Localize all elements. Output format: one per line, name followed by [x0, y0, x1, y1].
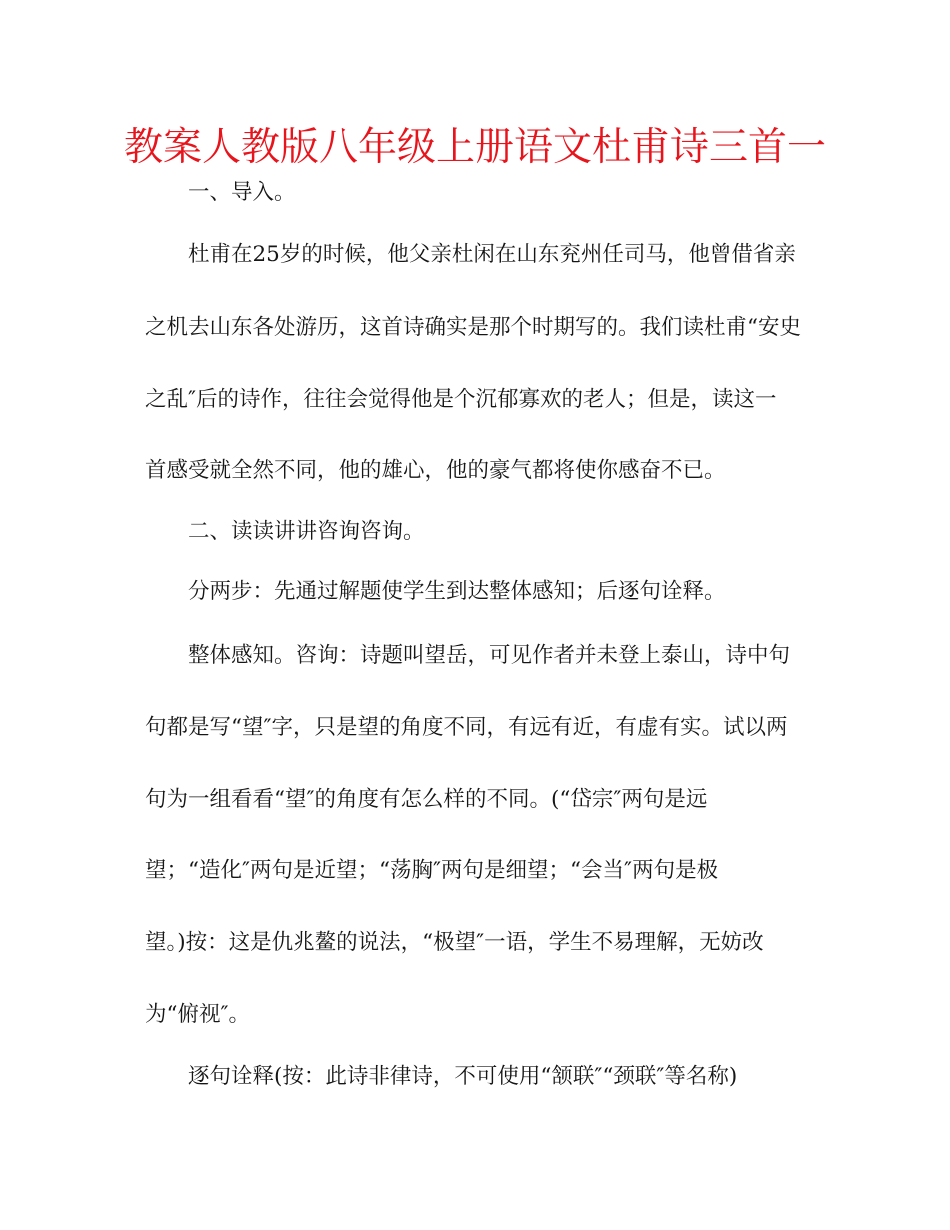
paragraph-line: 之乱″后的诗作，往往会觉得他是个沉郁寡欢的老人；但是，读这一: [145, 387, 777, 412]
paragraph-line: 首感受就全然不同，他的雄心，他的豪气都将使你感奋不已。: [145, 458, 726, 483]
paragraph-line: 望。)按：这是仇兆鳌的说法，“极望″一语，学生不易理解，无妨改: [145, 930, 764, 955]
paragraph-line: 句都是写“望″字，只是望的角度不同，有远有近，有虚有实。试以两: [145, 715, 788, 740]
paragraph-line: 为“俯视″。: [145, 1002, 251, 1027]
section-heading-intro: 一、导入。: [188, 180, 296, 205]
paragraph-line: 望；“造化″两句是近望；“荡胸″两句是细望；“会当″两句是极: [145, 858, 719, 883]
document-title: 教案人教版八年级上册语文杜甫诗三首一: [123, 125, 826, 170]
paragraph-line: 之机去山东各处游历，这首诗确实是那个时期写的。我们读杜甫“安史: [145, 315, 801, 340]
section-heading-reading: 二、读读讲讲咨询咨询。: [188, 519, 425, 544]
paragraph-line: 句为一组看看“望″的角度有怎么样的不同。(“岱宗″两句是远: [145, 787, 708, 812]
paragraph-line: 逐句诠释(按：此诗非律诗，不可使用“颔联″“颈联″等名称): [188, 1064, 738, 1089]
paragraph-line: 分两步：先通过解题使学生到达整体感知；后逐句诠释。: [188, 579, 726, 604]
paragraph-line: 整体感知。咨询：诗题叫望岳，可见作者并未登上泰山，诗中句: [188, 643, 791, 668]
paragraph-line: 杜甫在25岁的时候，他父亲杜闲在山东兖州任司马，他曾借省亲: [188, 242, 796, 267]
